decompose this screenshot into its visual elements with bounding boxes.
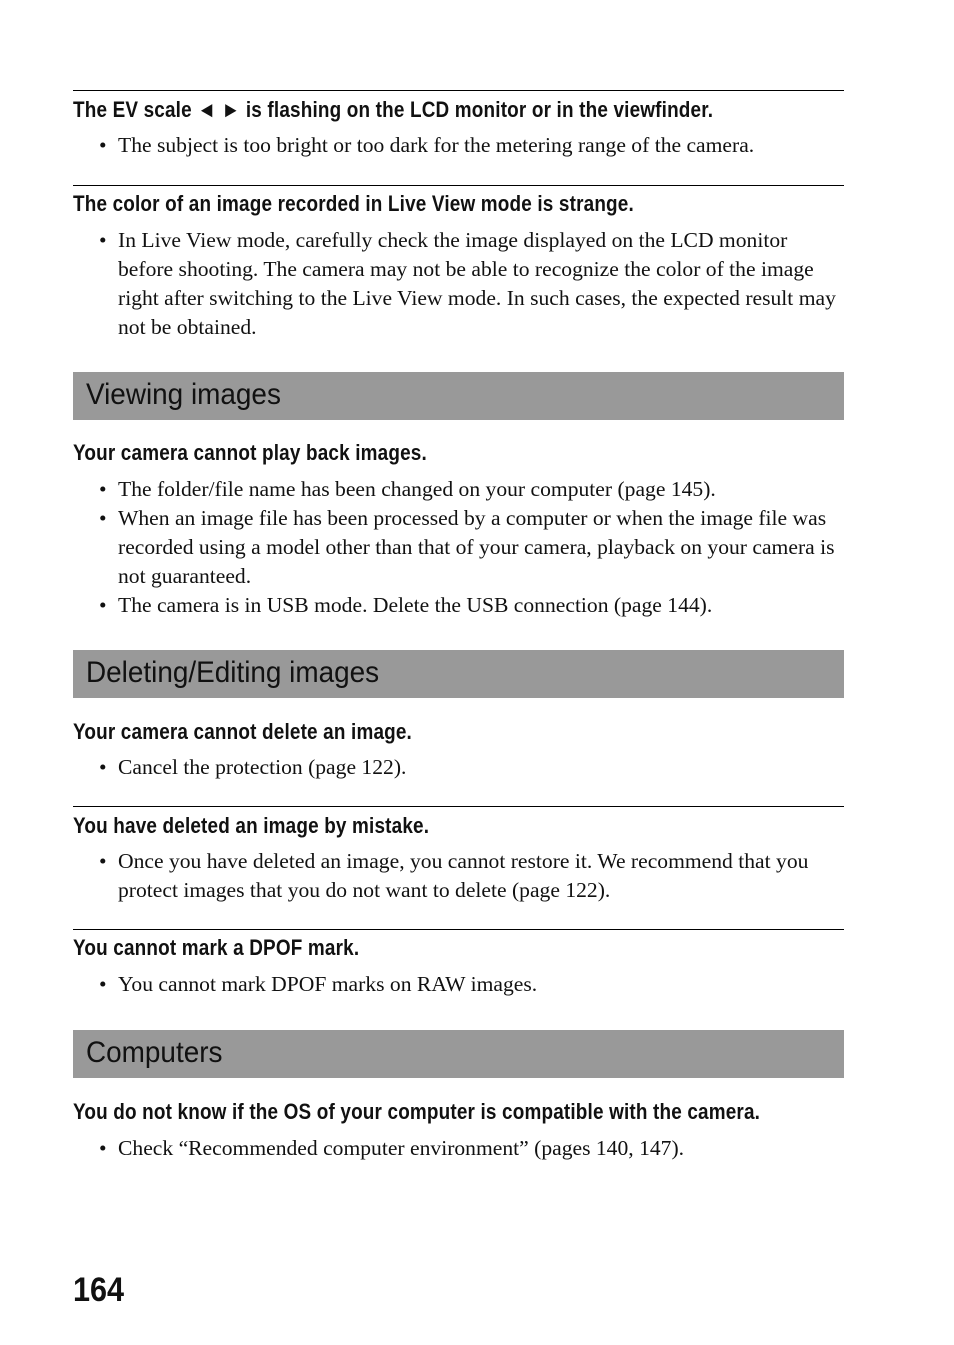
faq-answer-list bbox=[73, 753, 844, 782]
faq-question: You do not know if the OS of your computer is compatible with the camera. bbox=[73, 1099, 761, 1124]
faq-item bbox=[73, 437, 844, 620]
section-heading-computers bbox=[73, 1030, 844, 1078]
faq-answer: • The camera is in USB mode. Delete the USB connection (page 144). bbox=[73, 591, 844, 620]
faq-answer-list bbox=[73, 847, 844, 905]
faq-question: The color of an image recorded in Live View mode is strange. bbox=[73, 191, 634, 216]
faq-answer: • Cancel the protection (page 122). bbox=[73, 753, 844, 782]
faq-answer: • The folder/file name has been changed on your computer (page 145). bbox=[73, 475, 844, 504]
faq-item bbox=[73, 185, 844, 342]
faq-answer-list bbox=[73, 1134, 844, 1163]
faq-answer: • When an image file has been processed by a computer or when the image file was recorded using a model other than that of your camera, playback on your camera is not guaranteed. bbox=[73, 504, 844, 591]
section-heading-label: Deleting/Editing images bbox=[86, 656, 380, 689]
faq-answer: • You cannot mark DPOF marks on RAW images. bbox=[73, 970, 844, 999]
faq-answer-list bbox=[73, 226, 844, 342]
section-heading-label: Computers bbox=[86, 1036, 223, 1069]
faq-item bbox=[73, 1096, 844, 1163]
faq-answer: • In Live View mode, carefully check the image displayed on the LCD monitor before shooting. The camera may not be able to recognize the color of the image right after switching to the Live View mode. In such cases, the expected result may not be obtained. bbox=[73, 226, 844, 342]
faq-question: You cannot mark a DPOF mark. bbox=[73, 935, 360, 960]
faq-answer-list bbox=[73, 970, 844, 999]
faq-item bbox=[73, 806, 844, 905]
faq-answer: • Once you have deleted an image, you cannot restore it. We recommend that you protect images that you do not want to delete (page 122). bbox=[73, 847, 844, 905]
faq-question: Your camera cannot play back images. bbox=[73, 440, 427, 465]
faq-question: You have deleted an image by mistake. bbox=[73, 813, 430, 838]
faq-item bbox=[73, 929, 844, 999]
page-number: 164 bbox=[73, 1271, 125, 1309]
section-heading-label: Viewing images bbox=[86, 378, 281, 411]
faq-answer: • The subject is too bright or too dark for the metering range of the camera. bbox=[73, 131, 844, 160]
section-heading-viewing bbox=[73, 372, 844, 420]
faq-answer: • Check “Recommended computer environment” (pages 140, 147). bbox=[73, 1134, 844, 1163]
faq-answer-list bbox=[73, 131, 844, 160]
faq-question: Your camera cannot delete an image. bbox=[73, 719, 412, 744]
faq-item bbox=[73, 90, 844, 160]
faq-answer-list bbox=[73, 475, 844, 620]
faq-question: The EV scale ◄ ► is flashing on the LCD monitor or in the viewfinder. bbox=[73, 97, 714, 122]
faq-item bbox=[73, 716, 844, 782]
section-heading-deleting bbox=[73, 650, 844, 698]
